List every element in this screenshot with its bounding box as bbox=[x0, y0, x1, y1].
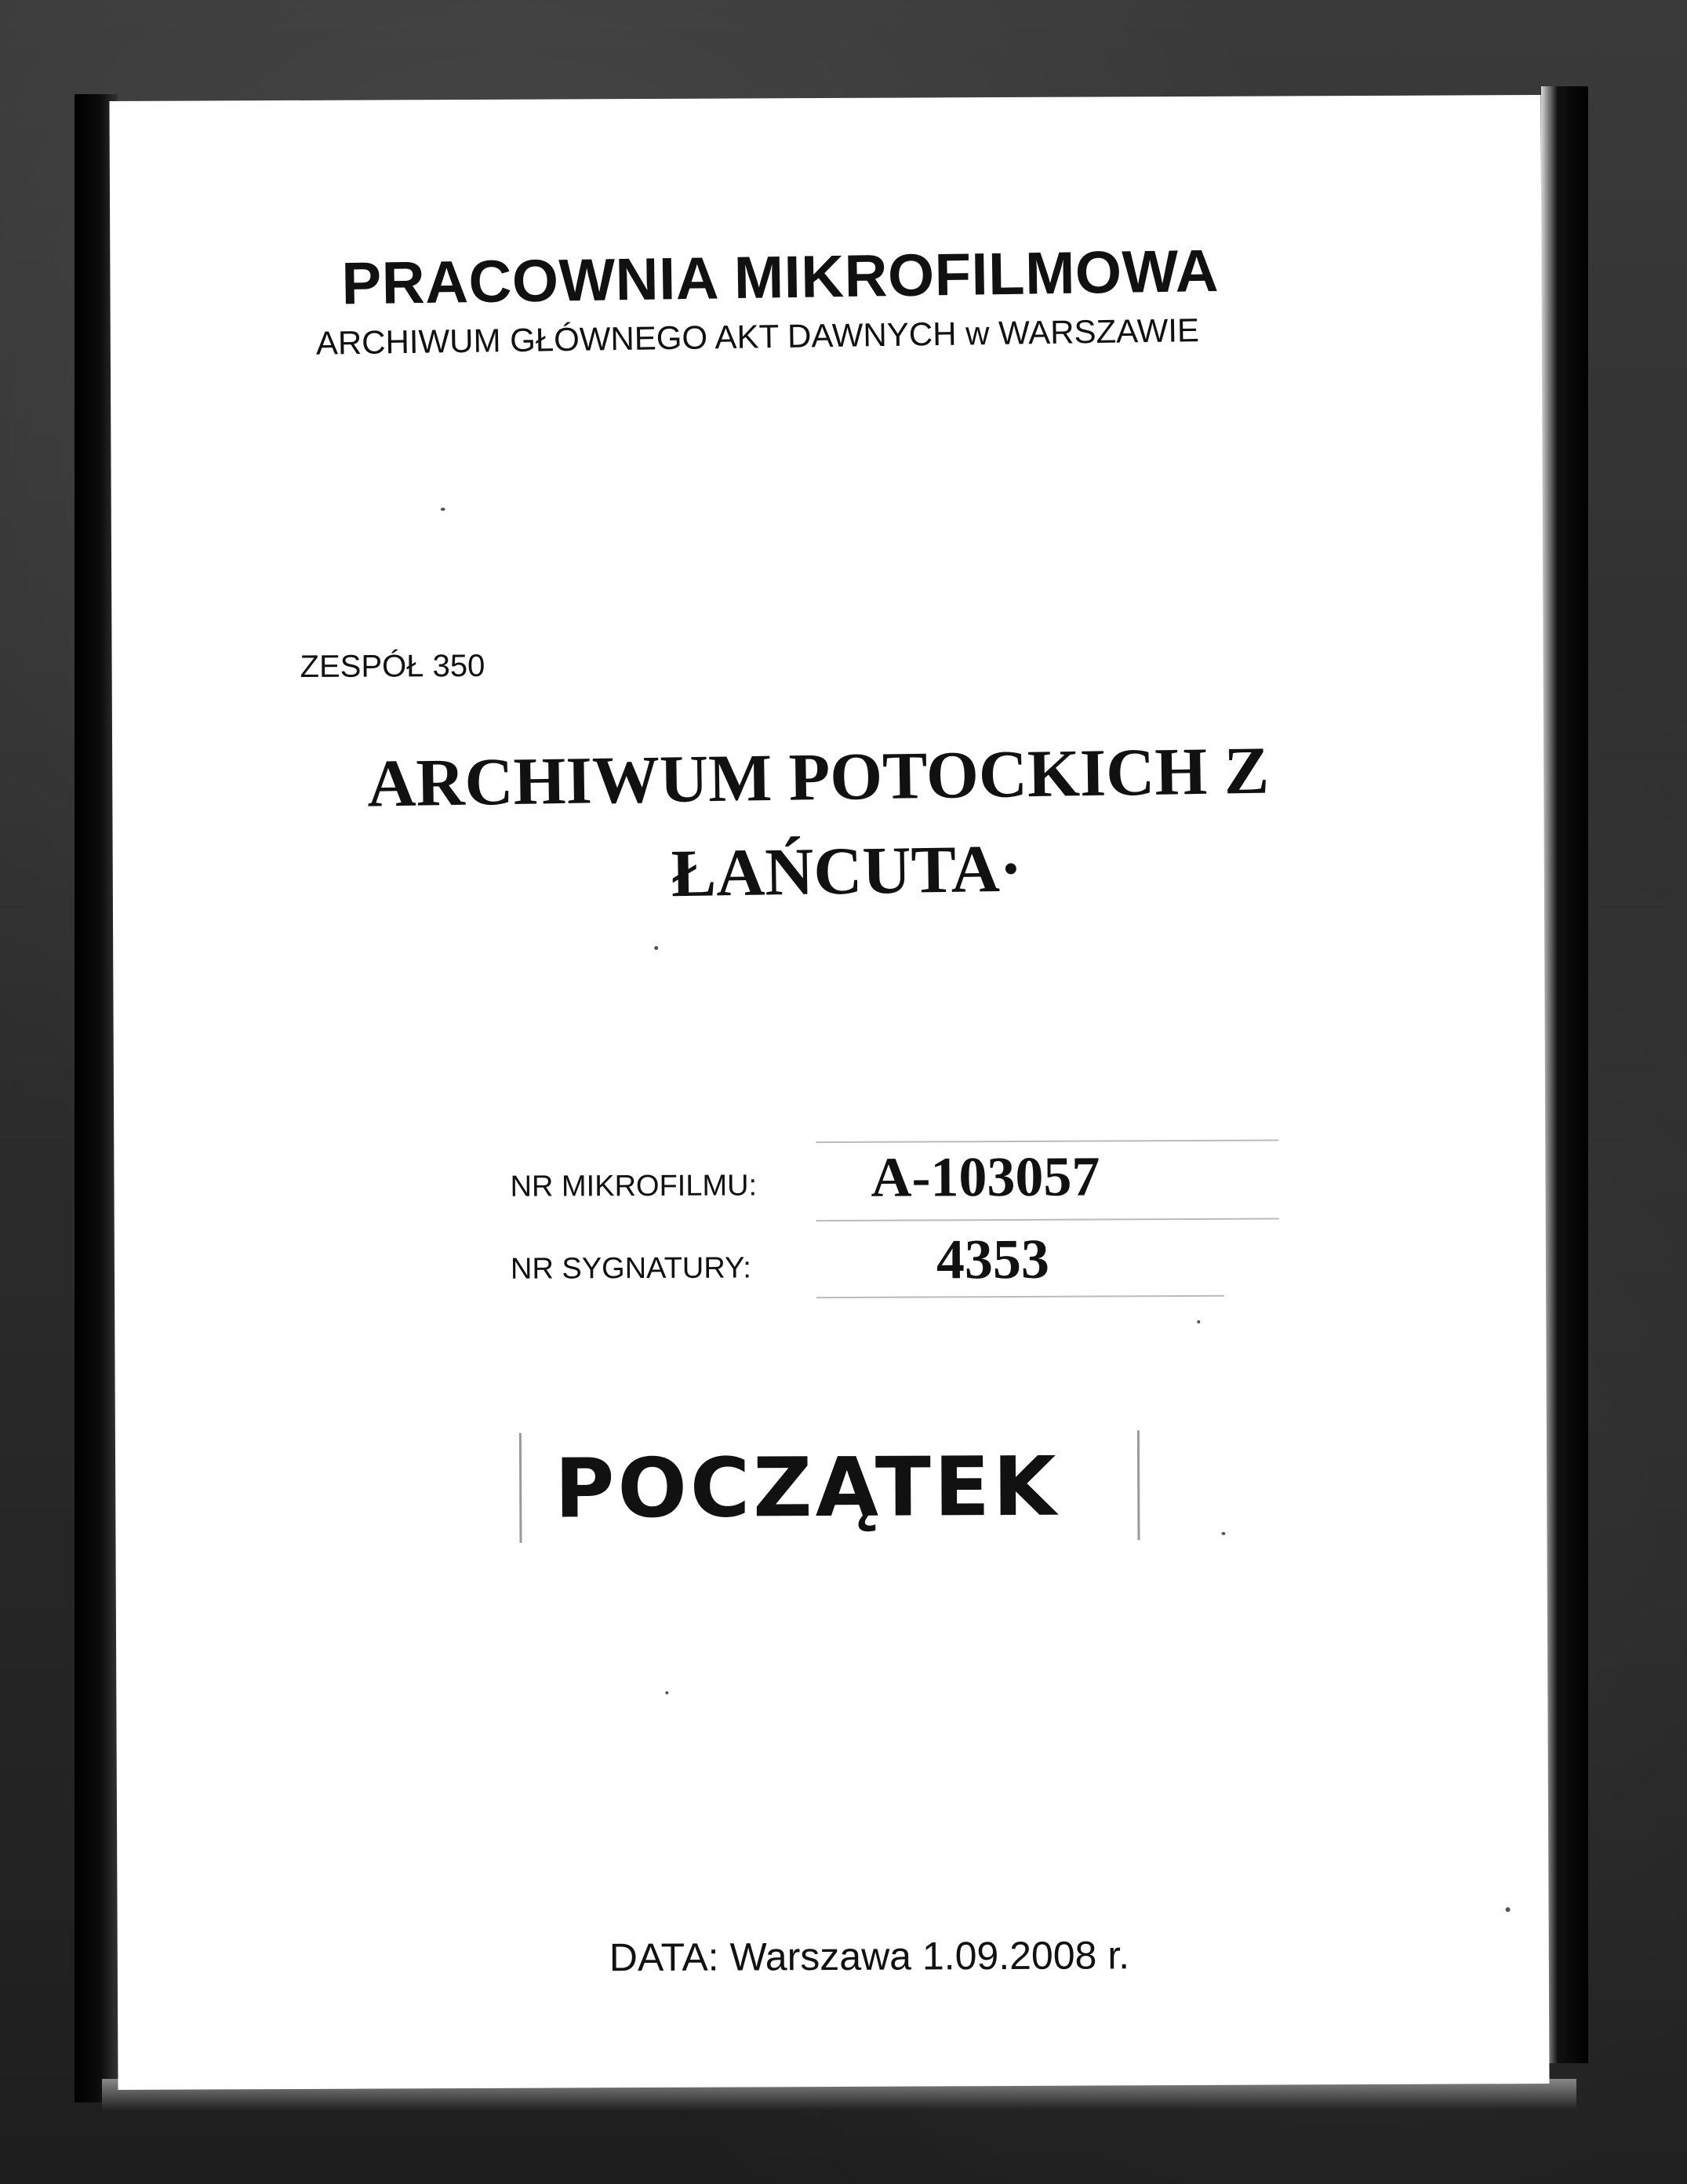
sygnatura-value: 4353 bbox=[936, 1227, 1050, 1291]
field-divider bbox=[816, 1218, 1279, 1222]
dust-speck bbox=[1197, 1320, 1200, 1323]
dust-speck bbox=[665, 1691, 668, 1694]
zespol-number: ZESPÓŁ 350 bbox=[300, 648, 485, 684]
dust-speck bbox=[441, 508, 445, 511]
fond-name-line1: ARCHIWUM POTOCKICH Z bbox=[366, 732, 1270, 821]
dust-speck bbox=[1506, 1907, 1511, 1912]
page-title: PRACOWNIA MIKROFILMOWA bbox=[340, 237, 1220, 318]
sygnatura-label: NR SYGNATURY: bbox=[510, 1251, 751, 1286]
mikrofilm-label: NR MIKROFILMU: bbox=[510, 1169, 758, 1203]
field-divider bbox=[816, 1295, 1224, 1298]
scan-edge-right bbox=[1541, 86, 1588, 2063]
field-divider bbox=[816, 1140, 1278, 1144]
page-subtitle: ARCHIWUM GŁÓWNEGO AKT DAWNYCH w WARSZAWIE bbox=[315, 311, 1200, 362]
document-page bbox=[109, 95, 1549, 2090]
dust-speck bbox=[654, 946, 658, 950]
dust-speck bbox=[1221, 1532, 1225, 1535]
mikrofilm-value: A-103057 bbox=[871, 1145, 1100, 1209]
fond-name-line2: ŁAŃCUTA· bbox=[671, 830, 1023, 912]
date-line: DATA: Warszawa 1.09.2008 r. bbox=[609, 1933, 1130, 1980]
poczatek-marker: POCZĄTEK bbox=[554, 1438, 1060, 1537]
